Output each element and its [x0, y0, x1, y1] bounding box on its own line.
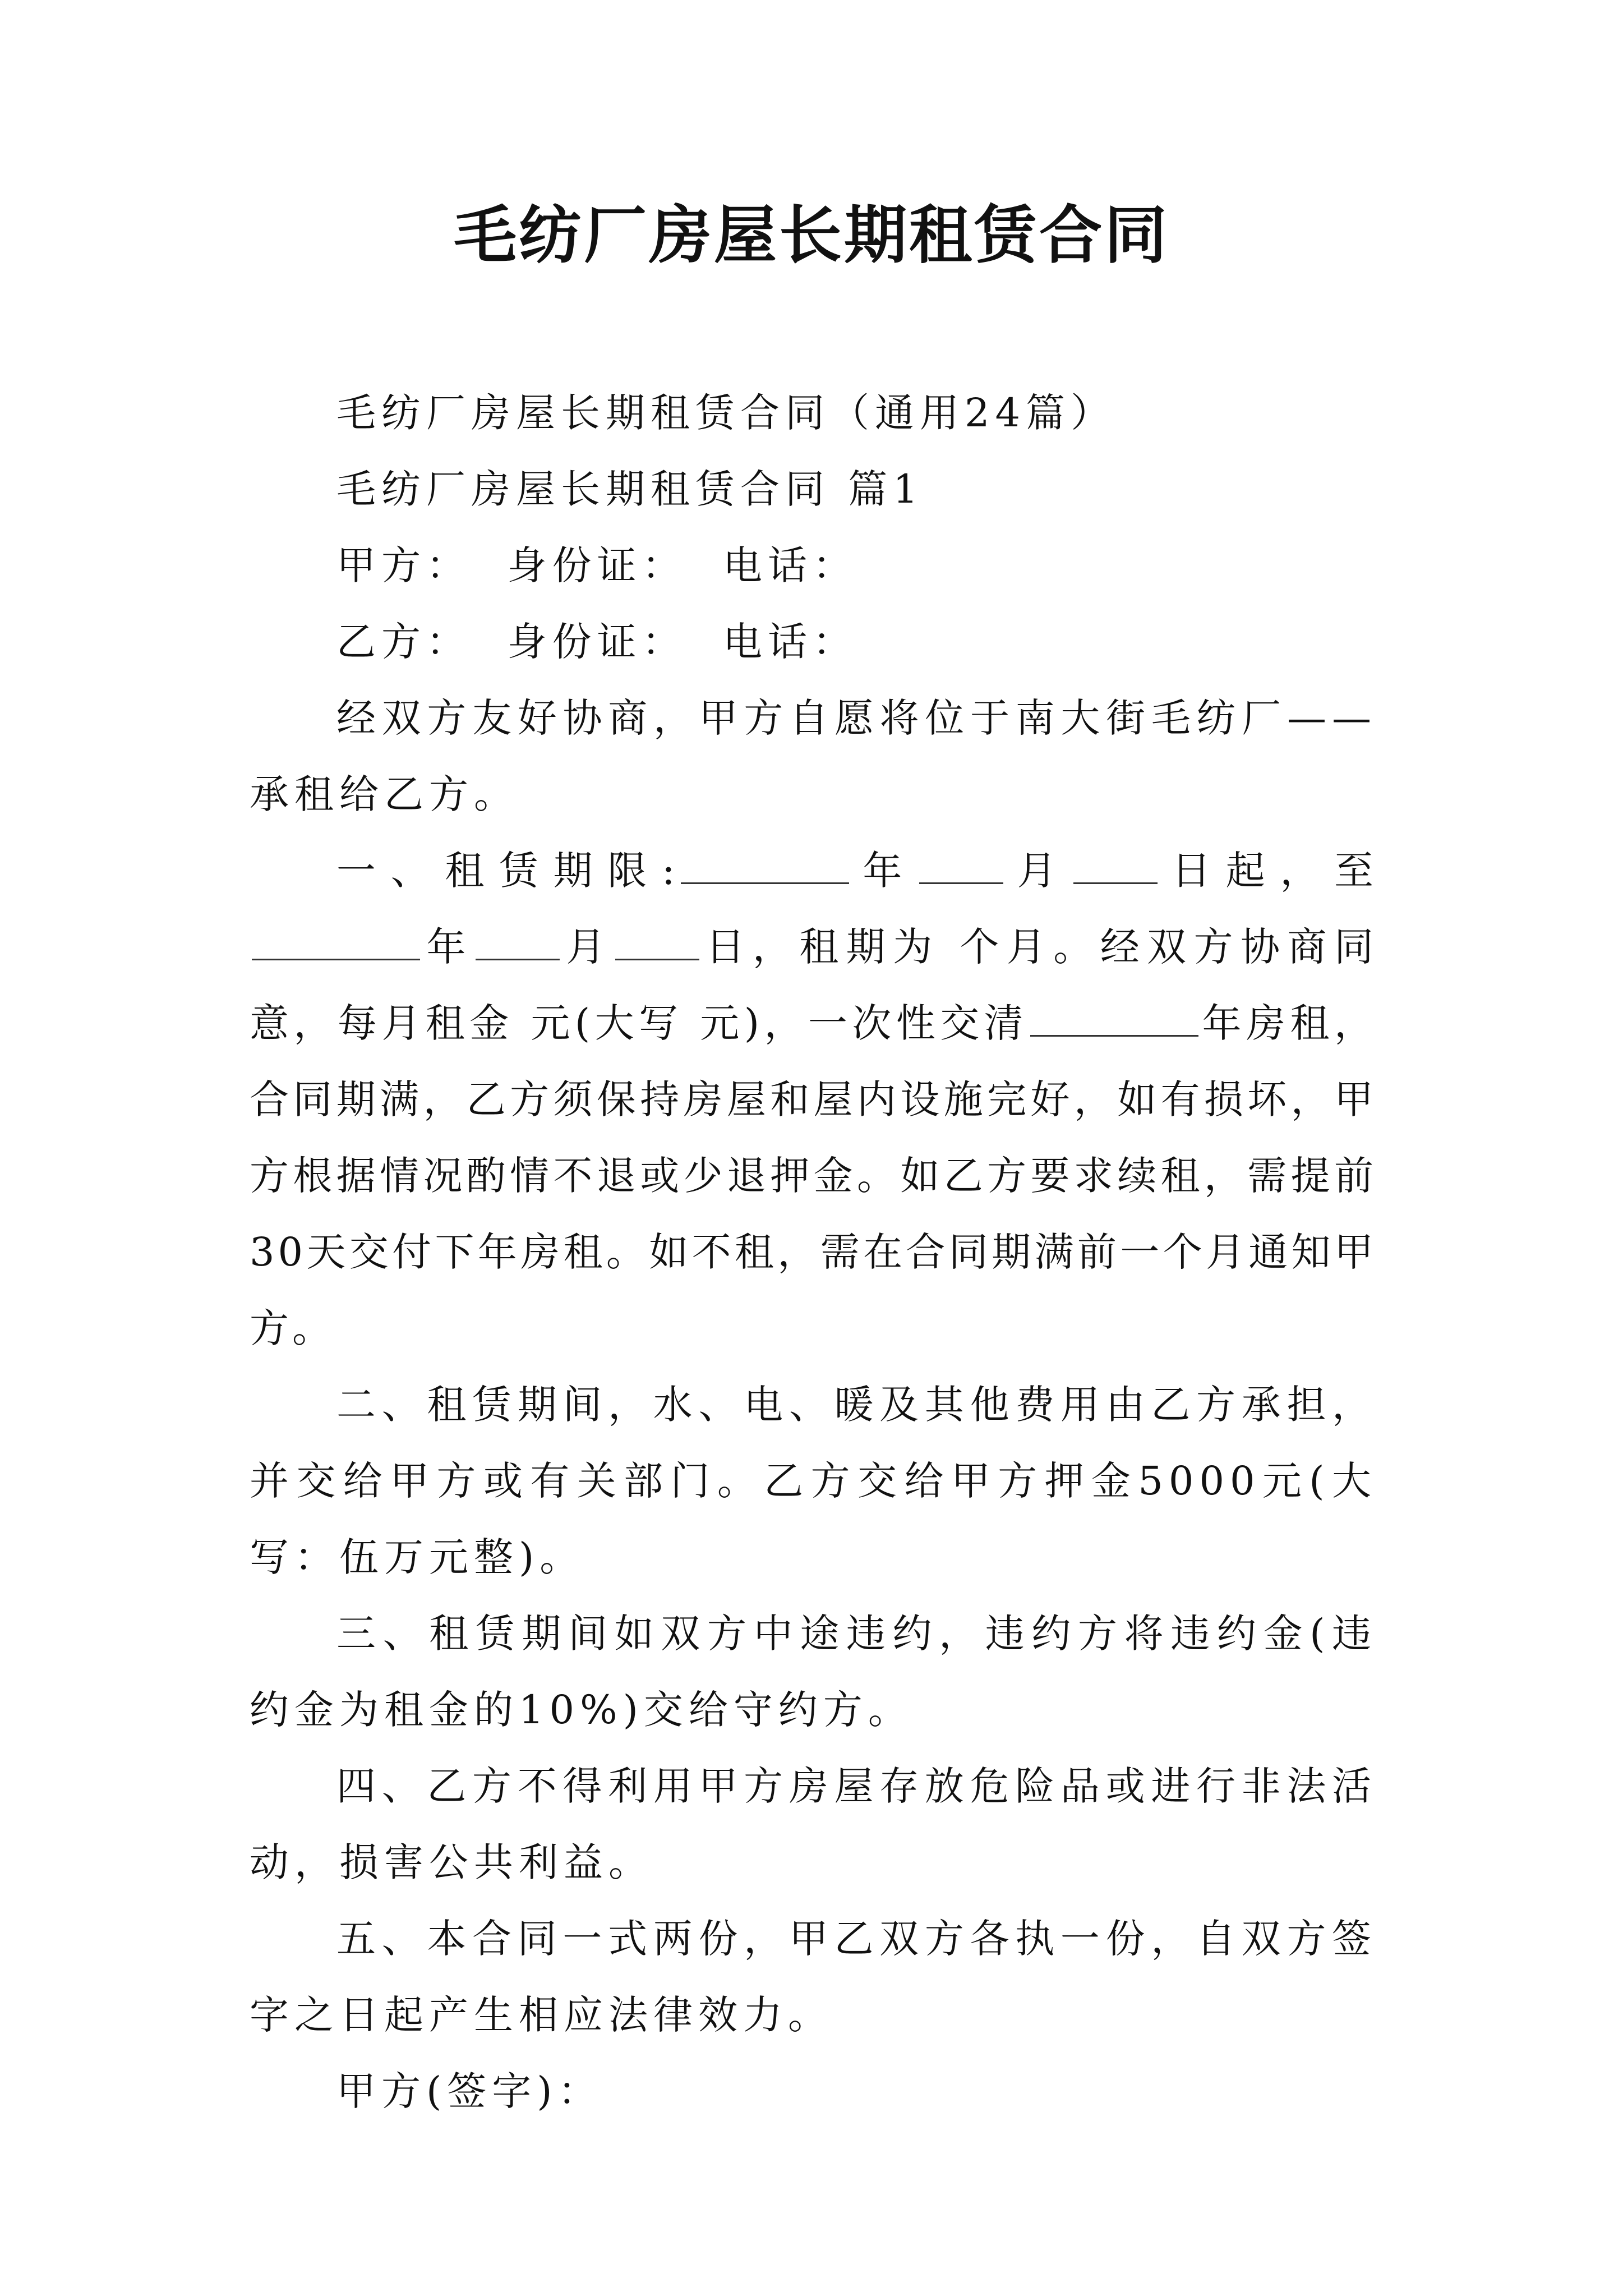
document-subtitle: 毛纺厂房屋长期租赁合同（通用24篇） — [336, 390, 1116, 436]
signature-party-a: 甲方(签字)： — [336, 2068, 603, 2114]
intro-paragraph: 经双方友好协商，甲方自愿将位于南大街毛纺厂——承租给乙方。 — [250, 695, 1377, 817]
blank-field — [919, 848, 1003, 884]
clause-1-year-2: 年 — [422, 924, 473, 970]
document-body — [250, 375, 1377, 2129]
clause-1-day-1: 日起，至 — [1160, 848, 1377, 894]
blank-field — [252, 924, 420, 960]
clause-3: 三、租赁期间如双方中途违约，违约方将违约金(违约金为租金的10%)交给守约方。 — [250, 1611, 1377, 1733]
blank-field — [1030, 1000, 1198, 1037]
clause-5: 五、本合同一式两份，甲乙双方各执一份，自双方签字之日起产生相应法律效力。 — [250, 1916, 1377, 2038]
blank-field — [1073, 848, 1158, 884]
blank-field — [681, 848, 849, 884]
clause-1-day-2: 日，租期为 个月。经双方协商同意，每月租金 元(大写 元)，一次性交清 — [250, 924, 1377, 1046]
clause-1 — [250, 832, 1377, 1366]
clause-2: 二、租赁期间，水、电、暖及其他费用由乙方承担，并交给甲方或有关部门。乙方交给甲方押金5000元(大写：伍万元整)。 — [250, 1382, 1377, 1580]
clause-1-rest: 年房租，合同期满，乙方须保持房屋和屋内设施完好，如有损坏，甲方根据情况酌情不退或少退押金。如乙方要求续租，需提前30天交付下年房租。如不租，需在合同期满前一个月通知甲方。 — [250, 1000, 1377, 1351]
party-a-line: 甲方： 身份证： 电话： — [336, 542, 858, 588]
clause-4: 四、乙方不得利用甲方房屋存放危险品或进行非法活动，损害公共利益。 — [250, 1763, 1377, 1885]
blank-field — [476, 924, 560, 960]
clause-1-month-1: 月 — [1005, 848, 1072, 894]
blank-field — [615, 924, 699, 960]
clause-1-month-2: 月 — [561, 924, 613, 970]
clause-1-year-1: 年 — [851, 848, 917, 894]
section-heading: 毛纺厂房屋长期租赁合同 篇1 — [336, 466, 924, 512]
party-b-line: 乙方： 身份证： 电话： — [336, 619, 858, 665]
clause-1-prefix: 一、租赁期限: — [336, 848, 679, 894]
document-title: 毛纺厂房屋长期租赁合同 — [454, 199, 1169, 272]
